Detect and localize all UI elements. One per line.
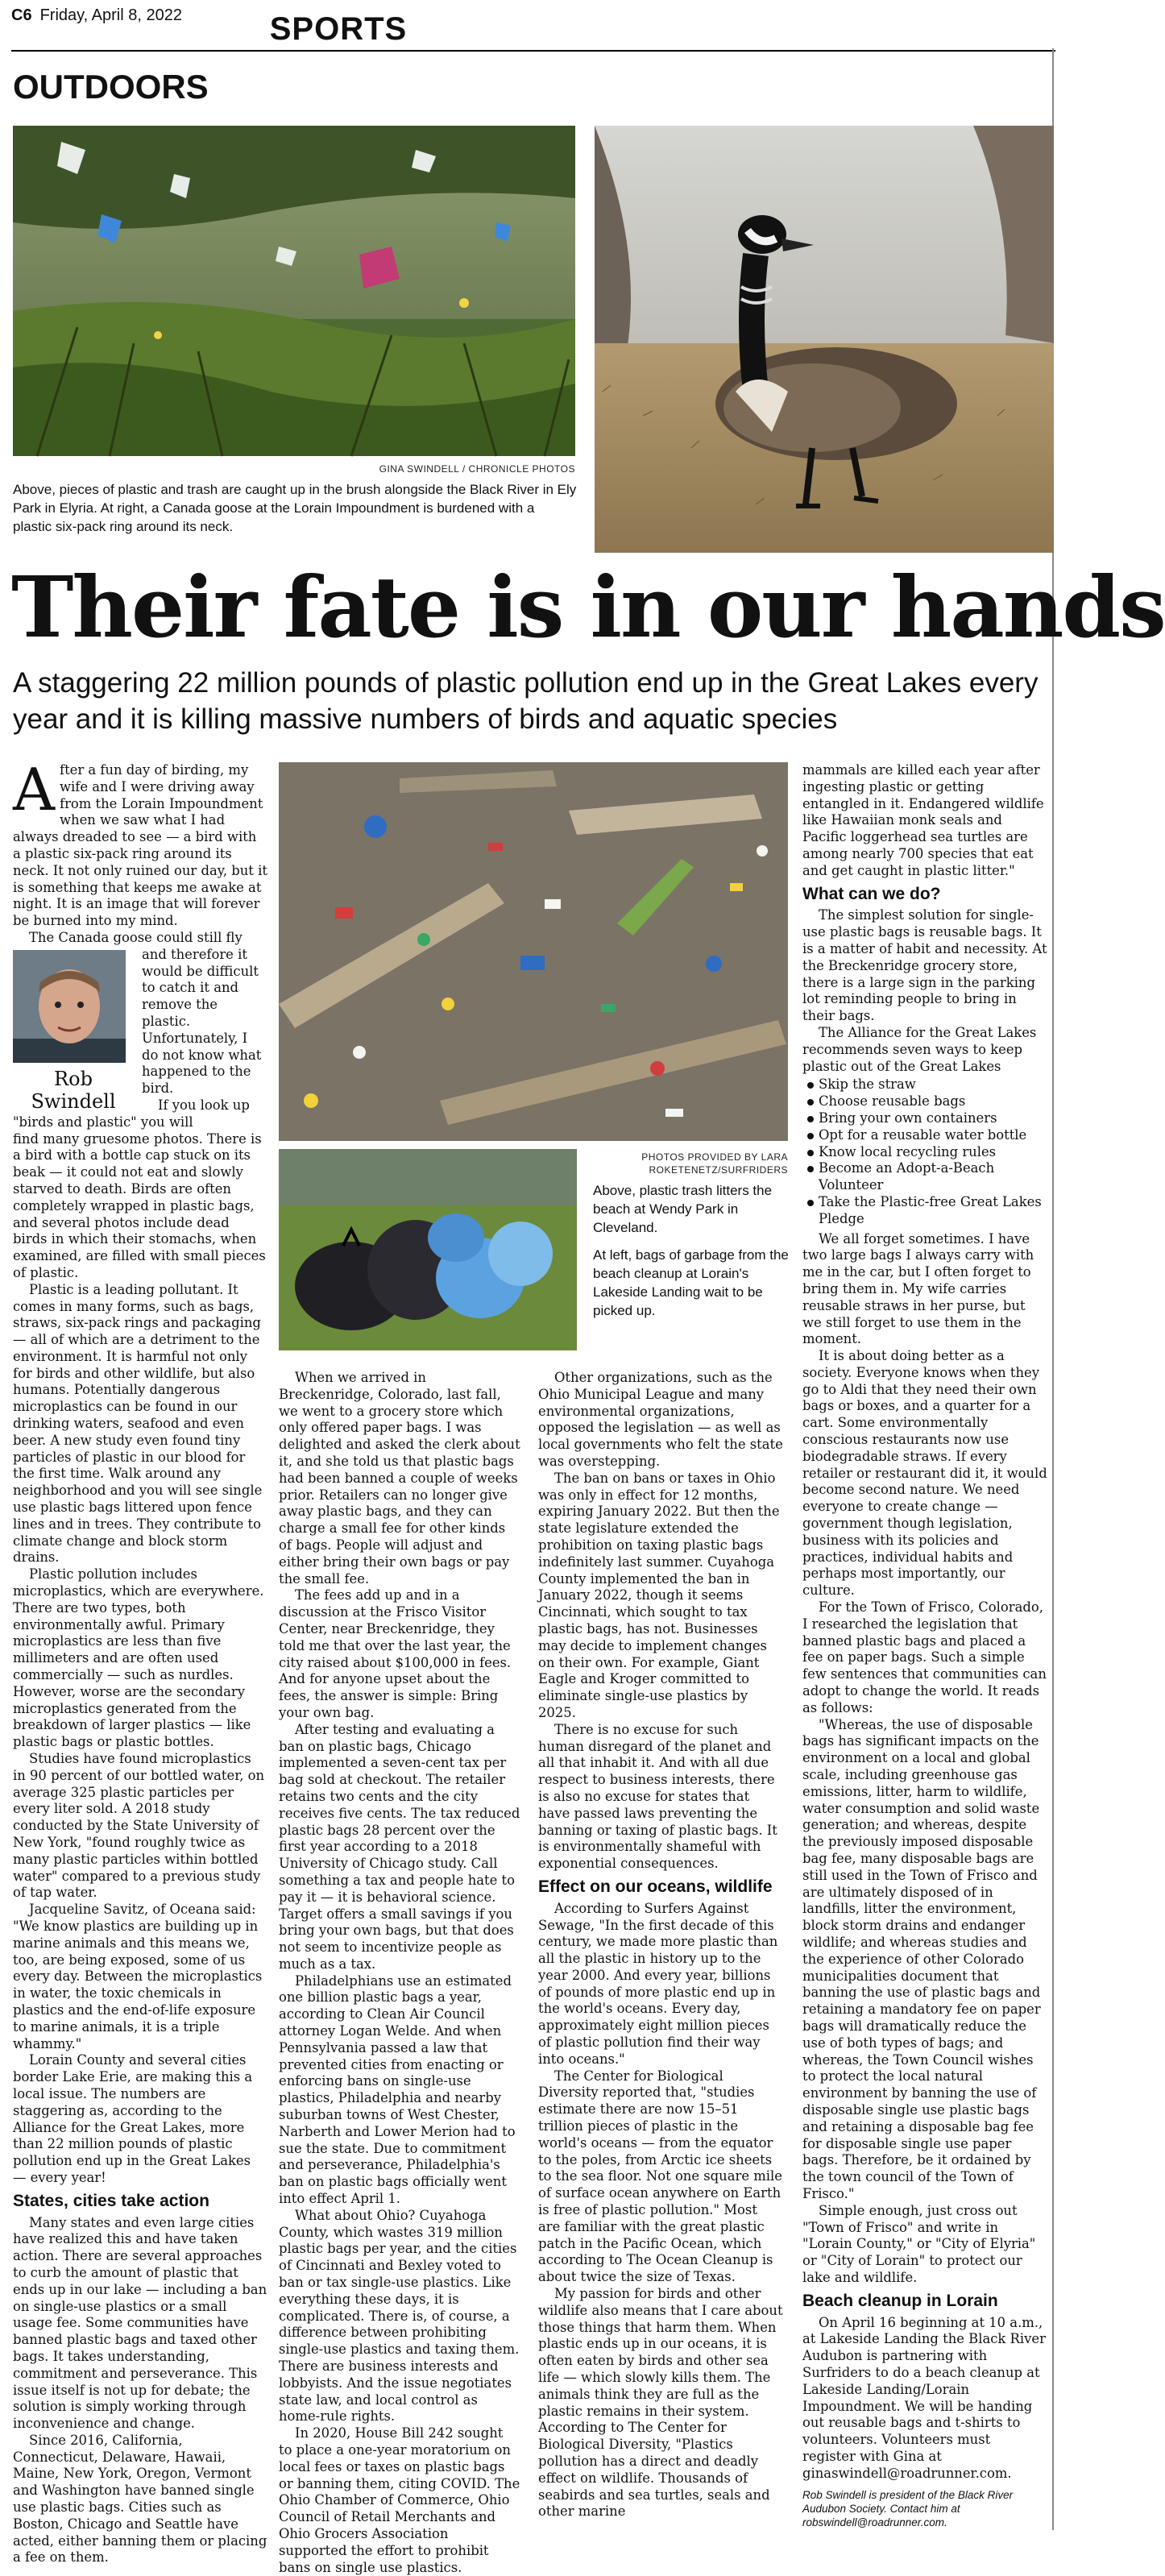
ordinance-quote: "Whereas, the use of disposable bags has significant impacts on the environment on a local and global scale, including greenhouse gas emissions, litter, harm to wildlife, water consumption and solid waste generation; and whereas, despite the previously imposed disposable bag fee, many disposable bags are still used in the Town of Frisco and are ultimately disposed of in landfills, litter the environment, block storm drains and endanger wildlife; and whereas studies and the experience of other Colorado municipalities document that banning the use of plastic bags and retaining a mandatory fee on paper bags will dramatically reduce the use of both types of bags; and whereas, the Town Council wishes to protect the local natural environment by banning the use of disposable single use plastic bags and retaining a disposable bag fee for disposable single use paper bags. Therefore, be it ordained by the town council of the Town of Frisco." bbox=[802, 1716, 1041, 2201]
article-paragraph: mammals are killed each year after ingesting plastic or getting entangled in it. Endangered wildlife like Hawaiian monk seals and Pacific loggerhead sea turtles are among nearly 700 species that eat and get caught in plastic litter." bbox=[802, 762, 1044, 878]
article-paragraph: Simple enough, just cross out "Town of Frisco" and write in "Lorain County," or "City of Elyria" or "City of Lorain" to protect our lake and wildlife. bbox=[802, 2202, 1036, 2285]
drop-cap: A bbox=[13, 756, 55, 823]
article-paragraph: Many states and even large cities have realized this and have taken action. There are several approaches to curb the amount of plastic that ends up in our lake — including a ban on single-use plastics or a small usage fee. Some communities have banned plastic bags and taxed other bags. It takes understanding, commitment and perseverance. This issue itself is not up for debate; the solution is simply working through inconvenience and change. bbox=[13, 2214, 267, 2432]
top-photo-caption: Above, pieces of plastic and trash are caught up in the brush alongside the Black River in Ely Park in Elyria. At right, a Canada goose at the Lorain Impoundment is burdened with a plastic six-pack ring around its neck. bbox=[13, 482, 577, 534]
list-item: Opt for a reusable water bottle bbox=[802, 1127, 1047, 1144]
list-item: Bring your own containers bbox=[802, 1110, 1047, 1127]
article-paragraph: When we arrived in Breckenridge, Colorado, last fall, we went to a grocery store which only offered paper bags. I was delighted and asked the clerk about it, and she told us that plastic bags had been banned a couple of weeks prior. Retailers can no longer give away plastic bags, and they can charge a small fee for other kinds of bags. People will adjust and either bring their own bags or pay the small fee. bbox=[279, 1370, 520, 1587]
garbage-bags-image bbox=[279, 1149, 577, 1350]
subhead-what-can-we-do: What can we do? bbox=[802, 884, 941, 903]
article-paragraph: We all forget sometimes. I have two large bags I always carry with me in the car, but I often forget to bring them in. My wife carries reusable straws in her purse, but we still forget to use them in the moment. bbox=[802, 1230, 1034, 1347]
article-paragraph: and therefore it would be difficult to catch it and remove the plastic. Unfortunately, I do not know what happened to the bird. bbox=[142, 946, 262, 1097]
article-paragraph: Plastic is a leading pollutant. It comes in many forms, such as bags, straws, six-pack rings and packaging — all of which are a detriment to the environment. It is harmful not only for birds and other wildlife, but also humans. Potentially dangerous microplastics can be found in our drinking waters, seafood and even beer. A new study even found tiny particles of plastic in our blood for the first time. Walk around any neighborhood and you will see single use plastic bags littered upon fence lines and in trees. They contribute to climate change and block storm drains. bbox=[13, 1281, 263, 1566]
subhead-beach-cleanup: Beach cleanup in Lorain bbox=[802, 2291, 998, 2310]
goose-image bbox=[595, 126, 1054, 553]
recommendations-list bbox=[802, 1076, 1047, 1227]
article-paragraph: Jacqueline Savitz, of Oceana said: "We know plastics are building up in marine animals and this means we, too, are being exposed, some of us every day. Between the microplastics in water, the toxic chemicals in plastics and the end-of-life exposure to marine animals, it is a triple whammy." bbox=[13, 1902, 263, 2051]
section-name: SPORTS bbox=[269, 11, 408, 47]
article-paragraph: My passion for birds and other wildlife also means that I care about those things that harm them. When plastic ends up in our oceans, it is often eaten by birds and other sea life — which slowly kills them. The animals think they are full as the plastic remains in their system. According to The Center for Biological Diversity, "Plastics pollution has a direct and deadly effect on wildlife. Thousands of seabirds and sea turtles, seals and other marine bbox=[538, 2286, 783, 2520]
article-paragraph: Other organizations, such as the Ohio Municipal League and many environmental organizations, opposed the legislation — as well as local governments who felt the state was overstepping. bbox=[538, 1370, 783, 1469]
goose-photo bbox=[595, 126, 1054, 553]
article-paragraph: On April 16 beginning at 10 a.m., at Lakeside Landing the Black River Audubon is partnering with Surfriders to do a beach cleanup at Lakeside Landing/Lorain Impoundment. We will be handing out reusable bags and t-shirts to volunteers. Volunteers must register with Gina at ginaswindell@roadrunner.com. bbox=[802, 2314, 1046, 2481]
article-paragraph: find many gruesome photos. There is a bird with a bottle cap stuck on its beak — it could not eat and slowly starved to death. Birds are often completely wrapped in plastic bags, and several photos include dead birds in which their stomachs, when examined, are filled with small pieces of plastic. bbox=[13, 1130, 266, 1280]
page-date: Friday, April 8, 2022 bbox=[39, 6, 182, 24]
list-item: Choose reusable bags bbox=[802, 1093, 1047, 1110]
article-column-1 bbox=[13, 756, 267, 2566]
article-paragraph: In 2020, House Bill 242 sought to place a one-year moratorium on local fees or taxes on plastic bags or banning them, citing COVID. The Ohio Chamber of Commerce, Ohio Council of Retail Merchants and Ohio Grocers Association supported the effort to prohibit bans on single use plastics. bbox=[279, 2425, 520, 2575]
article-column-3 bbox=[538, 1370, 783, 2520]
river-trash-photo bbox=[13, 126, 575, 456]
author-box bbox=[13, 950, 134, 1113]
article-paragraph: For the Town of Frisco, Colorado, I researched the legislation that banned plastic bags and placed a fee on paper bags. Such a simple few sentences that communities can adopt to change the world. It reads as follows: bbox=[802, 1599, 1047, 1715]
beach-litter-image bbox=[279, 762, 788, 1141]
article-paragraph: There is no excuse for such human disregard of the planet and all that inhabit it. And with all due respect to business interests, there is also no excuse for states that have passed laws preventing the banning or taxing of plastic bags. It is environmentally shameful with exponential consequences. bbox=[538, 1721, 777, 1872]
subheadline: A staggering 22 million pounds of plastic pollution end up in the Great Lakes every year and it is killing massive numbers of birds and aquatic species bbox=[13, 667, 1039, 735]
list-item: Become an Adopt-a-Beach Volunteer bbox=[802, 1160, 1047, 1194]
article-paragraph: After testing and evaluating a ban on plastic bags, Chicago implemented a seven-cent tax per bag sold at checkout. The retailer retains two cents and the city receives five cents. The tax reduced plastic bags 28 percent over the first year according to a 2018 University of Chicago study. Call something a tax and people hate to pay it — it is behavioral science. Target offers a small savings if you bring your own bags, but that does not seem to incentivize people as much as a tax. bbox=[279, 1721, 520, 1972]
article-paragraph: Philadelphians use an estimated one billion plastic bags a year, according to Clean Air Council attorney Logan Welde. And when Pennsylvania passed a law that prevented cities from enacting or enforcing bans on single-use plastics, Philadelphia and nearby suburban towns of West Chester, Narberth and Lower Merion had to sue the state. Due to commitment and perseverance, Philadelphia's ban on plastic bags officially went into effect April 1. bbox=[279, 1972, 516, 2207]
article-paragraph: The Canada goose could still fly bbox=[29, 929, 243, 945]
mid-photo-caption-2: At left, bags of garbage from the beach cleanup at Lorain's Lakeside Landing wait to be picked up. bbox=[593, 1247, 789, 1318]
article-paragraph: According to Surfers Against Sewage, "In the first decade of this century, we made more plastic than all the plastic in history up to the year 2000. And every year, billions of pounds of more plastic end up in the world's oceans. Every day, approximately eight million pieces of plastic pollution find their way into oceans." bbox=[538, 1900, 778, 2067]
article-paragraph: Plastic pollution includes microplastics, which are everywhere. There are two types, both environmentally awful. Primary microplastics are less than five millimeters and are often used commercially — such as nurdles. However, worse are the secondary microplastics generated from the breakdown of larger plastics — like plastic bags or plastic bottles. bbox=[13, 1566, 264, 1750]
header-rule bbox=[11, 50, 1055, 52]
subhead-oceans-wildlife: Effect on our oceans, wildlife bbox=[538, 1877, 773, 1896]
article-paragraph: The Alliance for the Great Lakes recommends seven ways to keep plastic out of the Great Lakes bbox=[802, 1024, 1037, 1074]
article-paragraph: Lorain County and several cities border Lake Erie, are making this a local issue. The numbers are staggering as, according to the Alliance for the Great Lakes, more than 22 million pounds of plastic pollution end up in the Great Lakes — every year! bbox=[13, 2052, 253, 2185]
article-paragraph: Studies have found microplastics in 90 percent of our bottled water, on average 325 plastic particles per every liter sold. A 2018 study conducted by the State University of New York, "found roughly twice as many plastic particles within bottled water" compared to a previous study of tap water. bbox=[13, 1751, 265, 1901]
article-column-4 bbox=[802, 762, 1047, 2529]
garbage-bags-photo bbox=[279, 1149, 577, 1350]
mid-photo-caption-1: Above, plastic trash litters the beach at Wendy Park in Cleveland. bbox=[593, 1183, 773, 1235]
article-paragraph: If you look up "birds and plastic" you will bbox=[13, 1097, 250, 1130]
page-number: C6 bbox=[11, 6, 32, 24]
list-item: Skip the straw bbox=[802, 1076, 1047, 1093]
headline: Their fate is in our hands bbox=[11, 558, 1165, 657]
article-paragraph: It is about doing better as a society. Everyone knows when they go to Aldi that they need their own bags or boxes, and a quarter for a cart. Some environmentally conscious restaurants now use biodegradable straws. If every retailer or restaurant did it, it would become second nature. We need everyone to create change — government though legislation, business with its policies and practices, individual habits and perhaps most importantly, our culture. bbox=[802, 1348, 1047, 1599]
river-trash-image bbox=[13, 126, 575, 456]
article-paragraph: The simplest solution for single-use plastic bags is reusable bags. It is a matter of habit and necessity. At the Breckenridge grocery store, there is a large sign in the parking lot reminding people to bring in their bags. bbox=[802, 907, 1047, 1024]
article-paragraph: What about Ohio? Cuyahoga County, which wastes 319 million plastic bags per year, and the cities of Cincinnati and Bexley voted to ban or tax single-use plastics. Like everything these days, it is complicated. There is, of course, a difference between prohibiting single-use plastics and taxing them. There are business interests and lobbyists. And the issue negotiates state law, and local control as home-rule rights. bbox=[279, 2207, 520, 2425]
section-kicker: OUTDOORS bbox=[13, 68, 209, 106]
subhead-states-cities: States, cities take action bbox=[13, 2191, 209, 2210]
article-paragraph: The Center for Biological Diversity reported that, "studies estimate there are now 15–51 trillion pieces of plastic in the world's oceans — from the equator to the poles, from Arctic ice sheets to the sea floor. Not one square mile of surface ocean anywhere on Earth is free of plastic pollution." Most are familiar with the great plastic patch in the Pacific Ocean, which according to The Ocean Cleanup is about twice the size of Texas. bbox=[538, 2068, 782, 2285]
author-tagline: Rob Swindell is president of the Black River Audubon Society. Contact him at robswindell@roadrunner.com. bbox=[802, 2489, 1014, 2529]
article-paragraph: The ban on bans or taxes in Ohio was only in effect for 12 months, expiring January 2022. But then the state legislature extended the prohibition on taxing plastic bags indefinitely last summer. Cuyahoga County implemented the ban in January 2022, though it seems Cincinnati, which sought to tax plastic bags, has not. Businesses may decide to implement changes on their own. For example, Giant Eagle and Kroger committed to eliminate single-use plastics by 2025. bbox=[538, 1470, 780, 1720]
list-item: Take the Plastic-free Great Lakes Pledge bbox=[802, 1194, 1047, 1228]
article-paragraph: Since 2016, California, Connecticut, Delaware, Hawaii, Maine, New York, Oregon, Vermont and Washington have banned single use plastic bags. Cities such as Boston, Chicago and Seattle have acted, either banning them or placing a fee on them. bbox=[13, 2432, 267, 2566]
article-column-2 bbox=[279, 1370, 520, 2576]
top-photo-credit: GINA SWINDELL / CHRONICLE PHOTOS bbox=[379, 463, 575, 475]
article-paragraph: The fees add up and in a discussion at the Frisco Visitor Center, near Breckenridge, they told me that over the last year, the city raised about $100,000 in fees. And for anyone upset about the fees, the answer is simple: Bring your own bag. bbox=[279, 1587, 512, 1720]
list-item: Know local recycling rules bbox=[802, 1144, 1047, 1161]
beach-litter-photo bbox=[279, 762, 788, 1141]
mid-photo-credit: PHOTOS PROVIDED BY LARA ROKETENETZ/SURFRIDERS bbox=[641, 1151, 788, 1176]
author-photo bbox=[13, 950, 126, 1063]
article-paragraph: After a fun day of birding, my wife and I were driving away from the Lorain Impoundment when we saw what I had always dreaded to see — a bird with a plastic six-pack ring around its neck. It not only ruined our day, but it is something that keeps me awake at night. It is an image that will forever be burned into my mind. bbox=[13, 756, 267, 929]
author-byline: Rob Swindell bbox=[31, 1067, 116, 1113]
